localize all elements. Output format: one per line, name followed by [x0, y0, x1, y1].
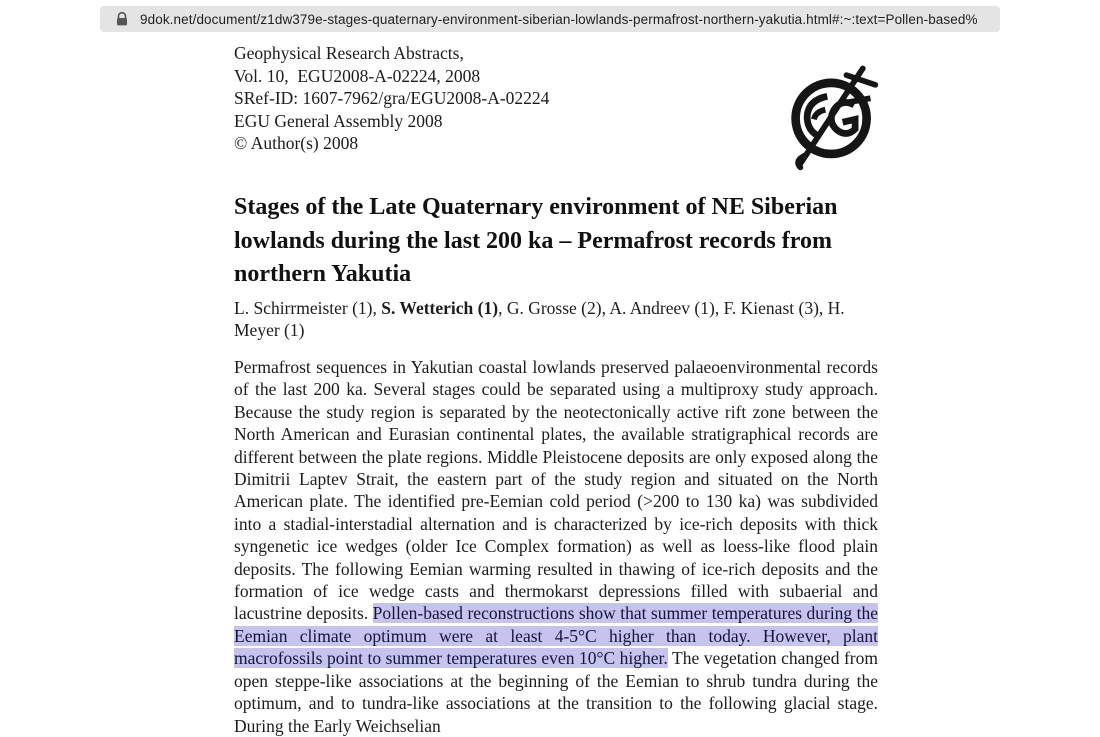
lock-icon[interactable] [116, 12, 128, 26]
text-segment: Permafrost sequences in Yakutian coastal lowlands preserved palaeoenvironmental records of the last 200 ka. Several stages could be separated using a multiproxy study approach. Because the study region is separated by the neotectonically active rift zone between the North American and Eurasian continental plates, the available stratigraphical records are different between the plate regions. Middle Pleistocene deposits are only exposed along the Dimitrii Laptev Strait, the eastern part of the study region and situated on the North American plate. The identified pre-Eemian cold period (>200 to 130 ka) was subdivided into a stadial-interstadial alternation and is characterized by ice-rich deposits with thick syngenetic ice wedges (older Ice Complex formation) as well as loess-like flood plain deposits. The following Eemian warming resulted in thawing of ice-rich deposits and the formation of ice wedge casts and thermokarst depressions filled with subaerial and lacustrine deposits. [234, 357, 878, 624]
journal-header [234, 42, 549, 155]
url-text[interactable]: 9dok.net/document/z1dw379e-stages-quaternary-environment-siberian-lowlands-permafrost-northern-yakutia.html#:~:text=Pollen-based% [140, 11, 978, 27]
header-line: EGU General Assembly 2008 [234, 110, 443, 131]
header-line: Vol. 10, EGU2008-A-02224, 2008 [234, 65, 481, 86]
highlighted-text: Pollen-based reconstructions show that summer temperatures during the Eemian climate optimum were at least 4-5°C higher than today. However, plant macrofossils point to summer temperatures even 10°C higher. [234, 603, 878, 669]
header-line: Geophysical Research Abstracts, [234, 43, 464, 63]
abstract-text [234, 356, 878, 737]
paper-title: Stages of the Late Quaternary environment of NE Siberian lowlands during the last 200 ka – Permafrost records from northern Yakutia [234, 194, 838, 287]
text-segment: S. Wetterich (1) [381, 298, 499, 318]
authors-line [234, 298, 878, 341]
text-segment: L. Schirrmeister (1), [234, 298, 382, 318]
text-segment: The vegetation changed from open steppe-like associations at the beginning of the Eemian to shrub tundra during the optimum, and to tundra-like associations at the transition to the following glacial stage. During the Early Weichselian [234, 648, 878, 736]
header-line: SRef-ID: 1607-7962/gra/EGU2008-A-02224 [234, 88, 550, 108]
url-bar[interactable] [100, 6, 1000, 32]
egu-logo [786, 60, 882, 172]
header-line: © Author(s) 2008 [234, 133, 359, 153]
text-segment: , G. Grosse (2), A. Andreev (1), F. Kienast (3), H. Meyer (1) [234, 298, 845, 340]
